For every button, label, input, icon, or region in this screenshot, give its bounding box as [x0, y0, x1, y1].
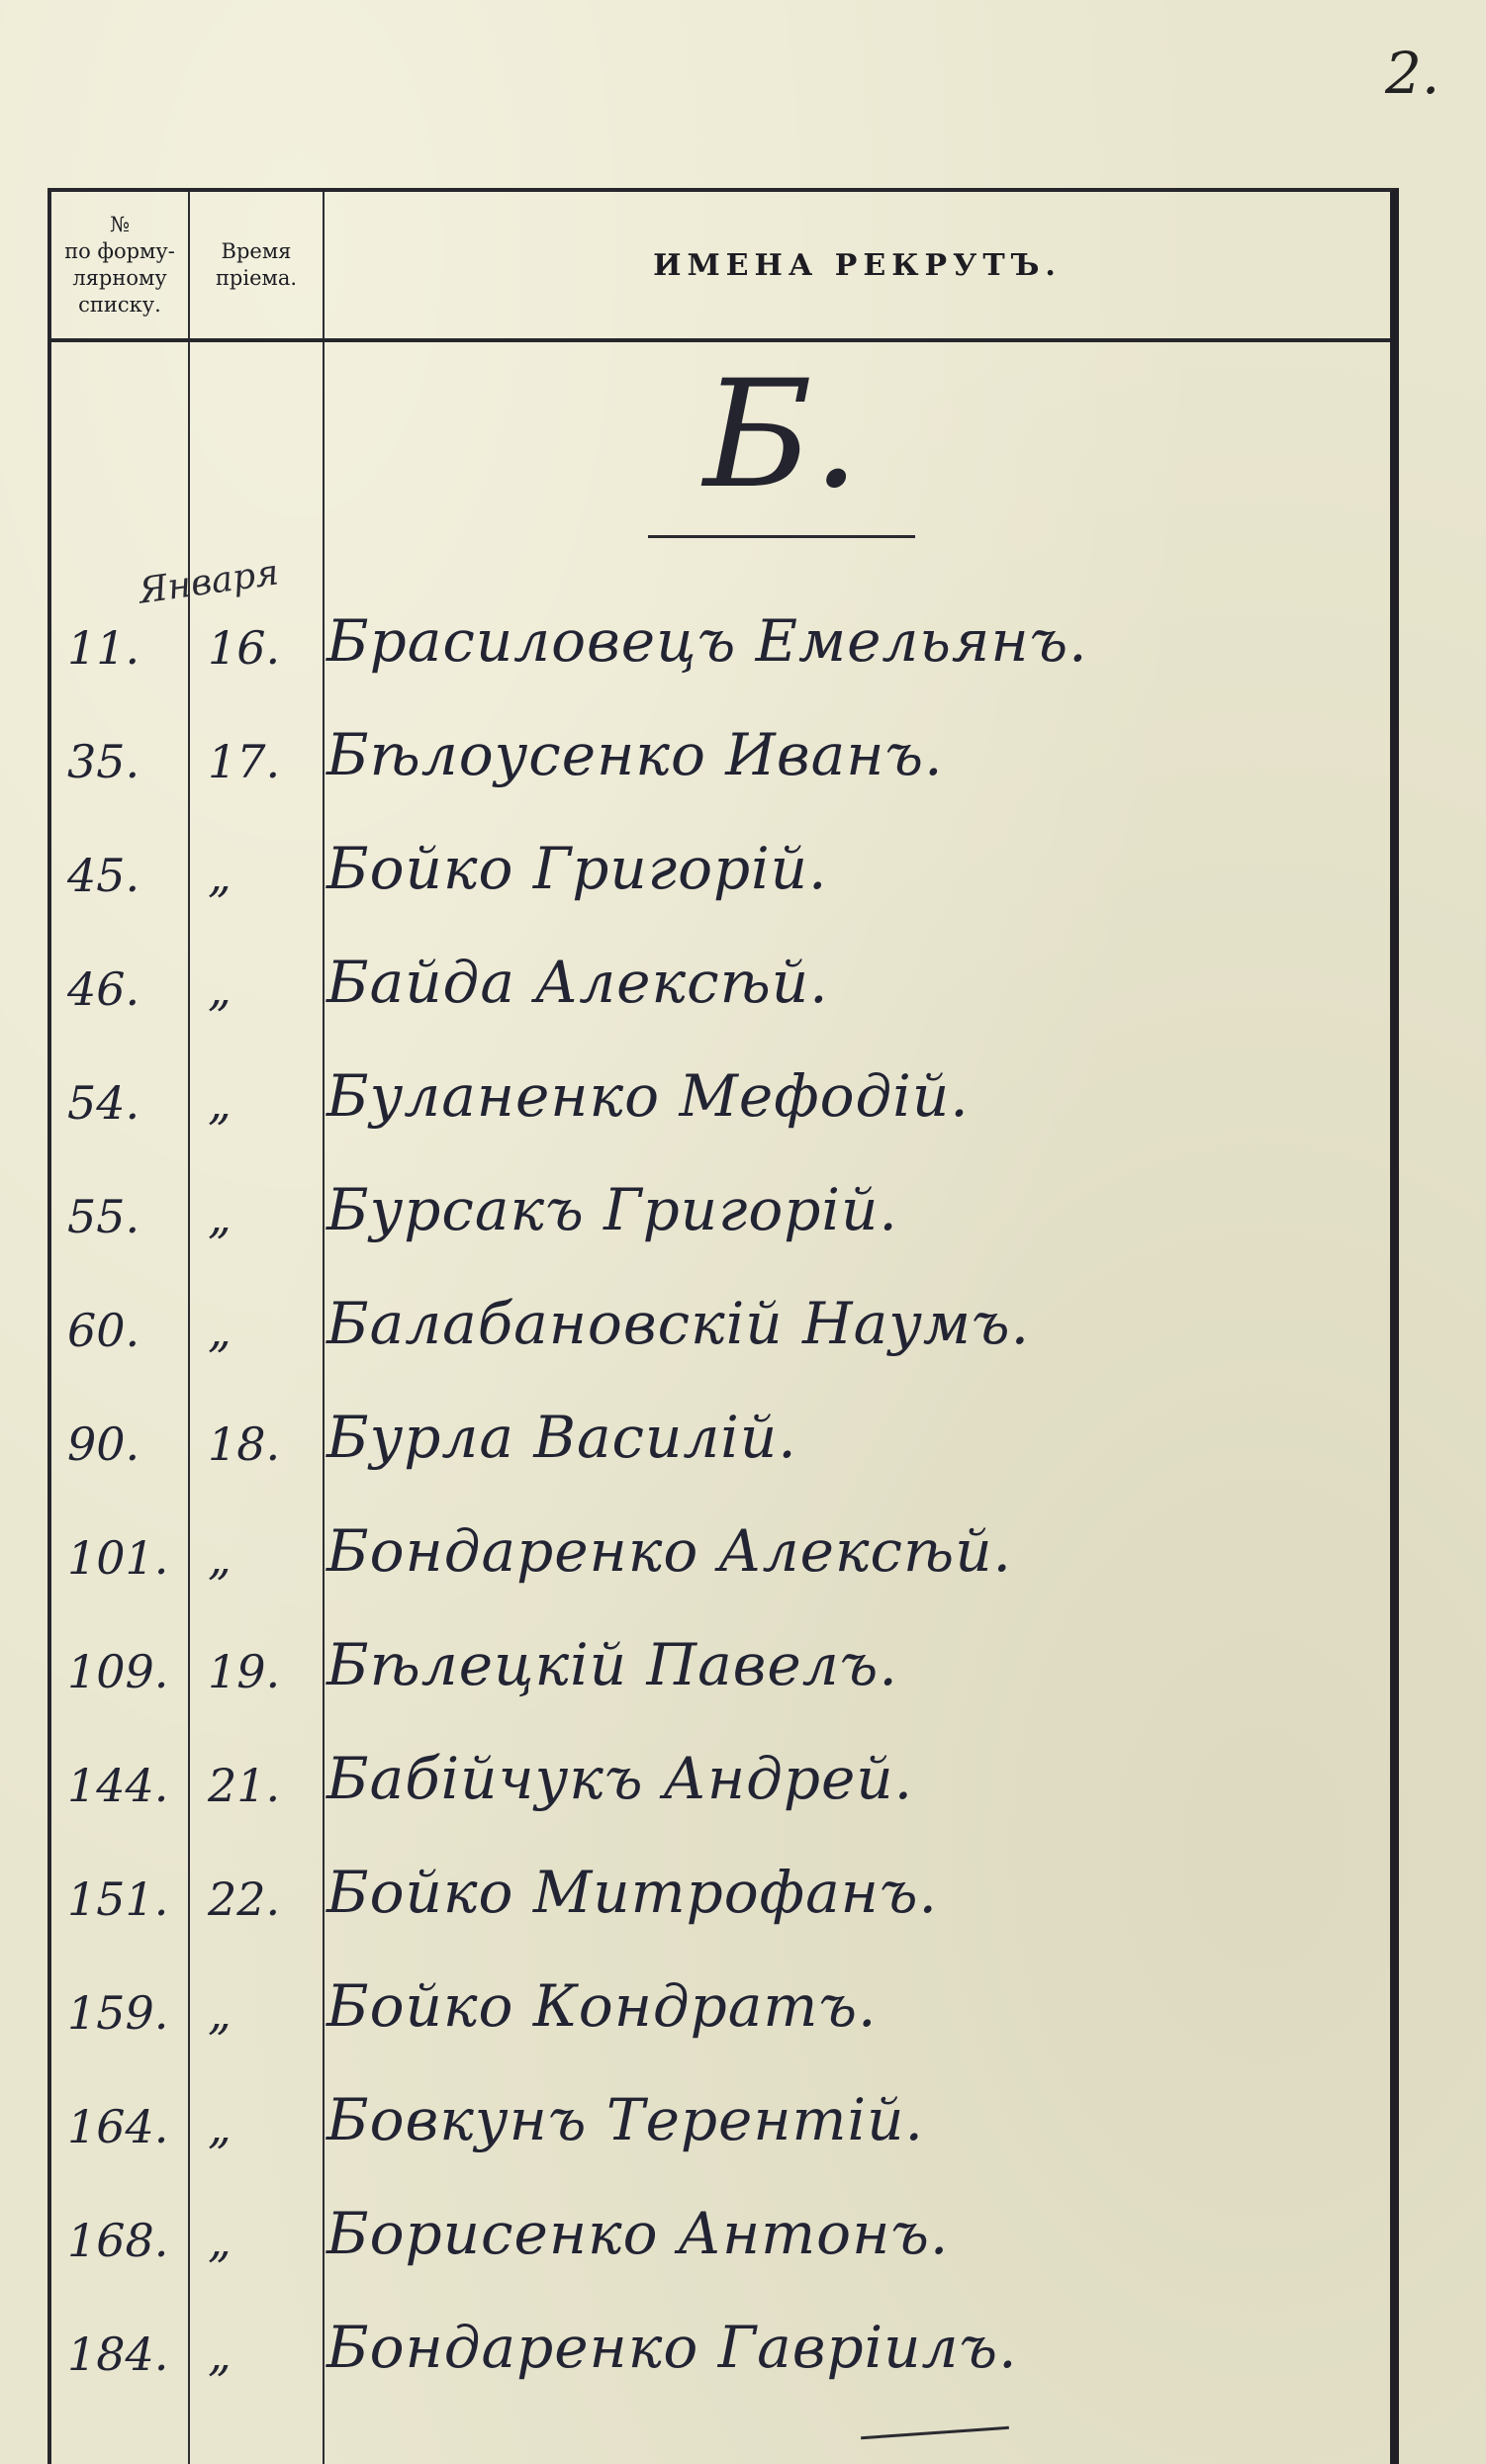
- form-list-number: 151.: [67, 1872, 169, 1926]
- reception-date: 19.: [208, 1645, 281, 1698]
- month-label: Января: [136, 552, 282, 612]
- form-list-number: 35.: [67, 735, 140, 788]
- table-header: [51, 192, 1390, 340]
- header-time-column: Время пріема.: [215, 239, 298, 290]
- recruit-name: Буланенко Мефодій.: [326, 1062, 970, 1130]
- recruit-name: Бондаренко Гавріилъ.: [326, 2314, 1018, 2381]
- recruit-name: Борисенко Антонъ.: [326, 2200, 950, 2267]
- form-list-number: 164.: [67, 2100, 169, 2153]
- table-row: [0, 2176, 1415, 2285]
- form-list-number: 90.: [67, 1417, 140, 1471]
- reception-date: 16.: [208, 621, 281, 675]
- reception-date: „: [208, 1986, 232, 2040]
- table-row: [0, 584, 1415, 692]
- section-letter: Б.: [703, 349, 860, 521]
- form-list-number: 11.: [67, 621, 140, 675]
- recruit-name: Бойко Кондратъ.: [326, 1972, 878, 2040]
- reception-date: 22.: [208, 1872, 281, 1926]
- recruit-name: Бондаренко Алексѣй.: [326, 1517, 1012, 1585]
- reception-date: „: [208, 1076, 232, 1130]
- form-list-number: 45.: [67, 849, 140, 902]
- recruit-name: Бѣлецкій Павелъ.: [326, 1631, 898, 1698]
- form-list-number: 55.: [67, 1190, 140, 1243]
- recruit-name: Бовкунъ Терентій.: [326, 2086, 924, 2153]
- reception-date: 17.: [208, 735, 281, 788]
- form-list-number: 184.: [67, 2327, 169, 2381]
- recruit-name: Бурсакъ Григорій.: [326, 1176, 898, 1243]
- table-row: [0, 925, 1415, 1034]
- recruit-name: Бурла Василій.: [326, 1404, 797, 1471]
- header-rule: [51, 338, 1390, 342]
- reception-date: „: [208, 2100, 232, 2153]
- reception-date: „: [208, 849, 232, 902]
- table-row: [0, 1266, 1415, 1375]
- table-row: [0, 2290, 1415, 2399]
- reception-date: „: [208, 1190, 232, 1243]
- table-row: [0, 1721, 1415, 1830]
- reception-date: „: [208, 1304, 232, 1357]
- header-names-column: ИМЕНА РЕКРУТЪ.: [653, 247, 1062, 283]
- table-row: [0, 811, 1415, 920]
- page-number: 2.: [1385, 40, 1440, 107]
- form-list-number: 46.: [67, 962, 140, 1016]
- reception-date: „: [208, 1531, 232, 1585]
- table-row: [0, 1380, 1415, 1489]
- recruit-name: Бѣлоусенко Иванъ.: [326, 721, 944, 788]
- table-row: [0, 1152, 1415, 1261]
- recruit-name: Брасиловецъ Емельянъ.: [326, 607, 1088, 675]
- table-row: [0, 1607, 1415, 1716]
- recruit-name: Бабійчукъ Андрей.: [326, 1745, 914, 1812]
- header-number-column: № по форму- лярному списку.: [64, 213, 175, 317]
- reception-date: 18.: [208, 1417, 281, 1471]
- recruit-name: Бойко Григорій.: [326, 835, 828, 902]
- table-row: [0, 1039, 1415, 1147]
- reception-date: 21.: [208, 1759, 281, 1812]
- form-list-number: 159.: [67, 1986, 169, 2040]
- form-list-number: 101.: [67, 1531, 169, 1585]
- table-row: [0, 1949, 1415, 2057]
- table-row: [0, 1494, 1415, 1602]
- form-list-number: 144.: [67, 1759, 169, 1812]
- form-list-number: 60.: [67, 1304, 140, 1357]
- table-row: [0, 1835, 1415, 1944]
- reception-date: „: [208, 2327, 232, 2381]
- form-list-number: 109.: [67, 1645, 169, 1698]
- form-list-number: 168.: [67, 2214, 169, 2267]
- recruit-name: Бойко Митрофанъ.: [326, 1859, 938, 1926]
- recruit-name: Байда Алексѣй.: [326, 949, 829, 1016]
- table-row: [0, 2062, 1415, 2171]
- section-underline: [648, 535, 915, 538]
- reception-date: „: [208, 962, 232, 1016]
- form-list-number: 54.: [67, 1076, 140, 1130]
- recruit-name: Балабановскій Наумъ.: [326, 1290, 1031, 1357]
- reception-date: „: [208, 2214, 232, 2267]
- table-row: [0, 697, 1415, 806]
